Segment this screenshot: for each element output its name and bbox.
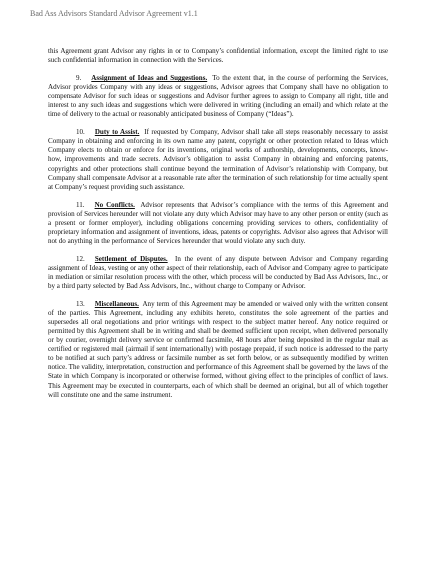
page-header: Bad Ass Advisors Standard Advisor Agreement v1.1 bbox=[30, 9, 198, 18]
section-number: 11. bbox=[76, 200, 85, 209]
section-number: 13. bbox=[76, 300, 85, 309]
paragraph-text: Any term of this Agreement may be amended or waived only with the written consent of the parties. This Agreement, including any exhibits hereto, constitutes the sole agreement of the parties and supersedes all oral negotiations and prior writings with respect to the subject matter hereof. Any notice required or permitted by this Agreement shall be in writing and shall be deemed sufficient upon receipt, when delivered personally or by courier, overnight delivery service or confirmed facsimile, 48 hours after being deposited in the regular mail as certified or registered mail (airmail if sent internationally) with postage prepaid, if such notice is addressed to the party to be notified at such party’s address or facsimile number as set forth below, or as subsequently modified by written notice. The validity, interpretation, construction and performance of this Agreement shall be governed by the laws of the State in which Company is incorporated or otherwise formed, without giving effect to the principles of conflict of laws. This Agreement may be executed in counterparts, each of which shall be deemed an original, but all of which together will constitute one and the same instrument. bbox=[48, 300, 388, 399]
paragraph-text: Advisor represents that Advisor’s compliance with the terms of this Agreement and provision of Services hereunder will not violate any duty which Advisor may have to any other person or entity (such as a present or former employer), including obligations concerning providing services to others, confidentiality of proprietary information and assignment of inventions, ideas, patents or copyrights. Advisor also agrees that Advisor will not do anything in the performance of Services hereunder that would violate any such duty. bbox=[48, 200, 388, 245]
section-heading: Miscellaneous. bbox=[94, 300, 139, 309]
section-heading: Assignment of Ideas and Suggestions. bbox=[91, 74, 208, 83]
section-10 bbox=[48, 128, 388, 191]
section-13 bbox=[48, 300, 388, 400]
paragraph-text: To the extent that, in the course of performing the Services, Advisor provides Company with any ideas or suggestions, Advisor agrees that Company shall have no obligation to compensate Advisor for such ideas or suggestions and Advisor further agrees to assign to Company all right, title and interest to any such ideas and suggestions which were delivered in writing (including an email) and which relate at the time of delivery to the actual or reasonably anticipated business of Company (“Ideas”). bbox=[48, 74, 388, 119]
section-heading: Settlement of Disputes. bbox=[94, 254, 168, 263]
section-9 bbox=[48, 74, 388, 119]
paragraph-text: If requested by Company, Advisor shall take all steps reasonably necessary to assist Company in obtaining and enforcing in its own name any patent, copyright or other protection related to Ideas which Company elects to obtain or enforce for its inventions, original works of authorship, developments, concepts, know-how, improvements and trade secrets. Advisor’s obligation to assist Company in obtaining and enforcing patents, copyrights and other protections shall continue beyond the termination of Advisor’s relationship with Company, but Company shall compensate Advisor at a reasonable rate after the termination of such relationship for time actually spent at Company’s request providing such assistance. bbox=[48, 128, 388, 191]
paragraph-text: In the event of any dispute between Advisor and Company regarding assignment of Ideas, vesting or any other aspect of their relationship, each of Advisor and Company agree to participate in mediation or similar resolution process with the other, which process will be conducted by Bad Ass Advisors, Inc., or by a third party selected by Bad Ass Advisors, Inc., without charge to Company or Advisor. bbox=[48, 254, 389, 291]
section-heading: No Conflicts. bbox=[94, 200, 135, 209]
section-11 bbox=[48, 201, 388, 246]
section-number: 10. bbox=[76, 128, 85, 137]
paragraph-continuation bbox=[48, 47, 388, 65]
section-12 bbox=[48, 255, 388, 291]
section-number: 9. bbox=[76, 74, 82, 83]
agreement-body bbox=[48, 47, 388, 409]
paragraph-text: this Agreement grant Advisor any rights in or to Company’s confidential information, except the limited right to use such confidential information in connection with the Services. bbox=[48, 47, 388, 65]
section-heading: Duty to Assist. bbox=[94, 128, 140, 137]
section-number: 12. bbox=[76, 254, 85, 263]
